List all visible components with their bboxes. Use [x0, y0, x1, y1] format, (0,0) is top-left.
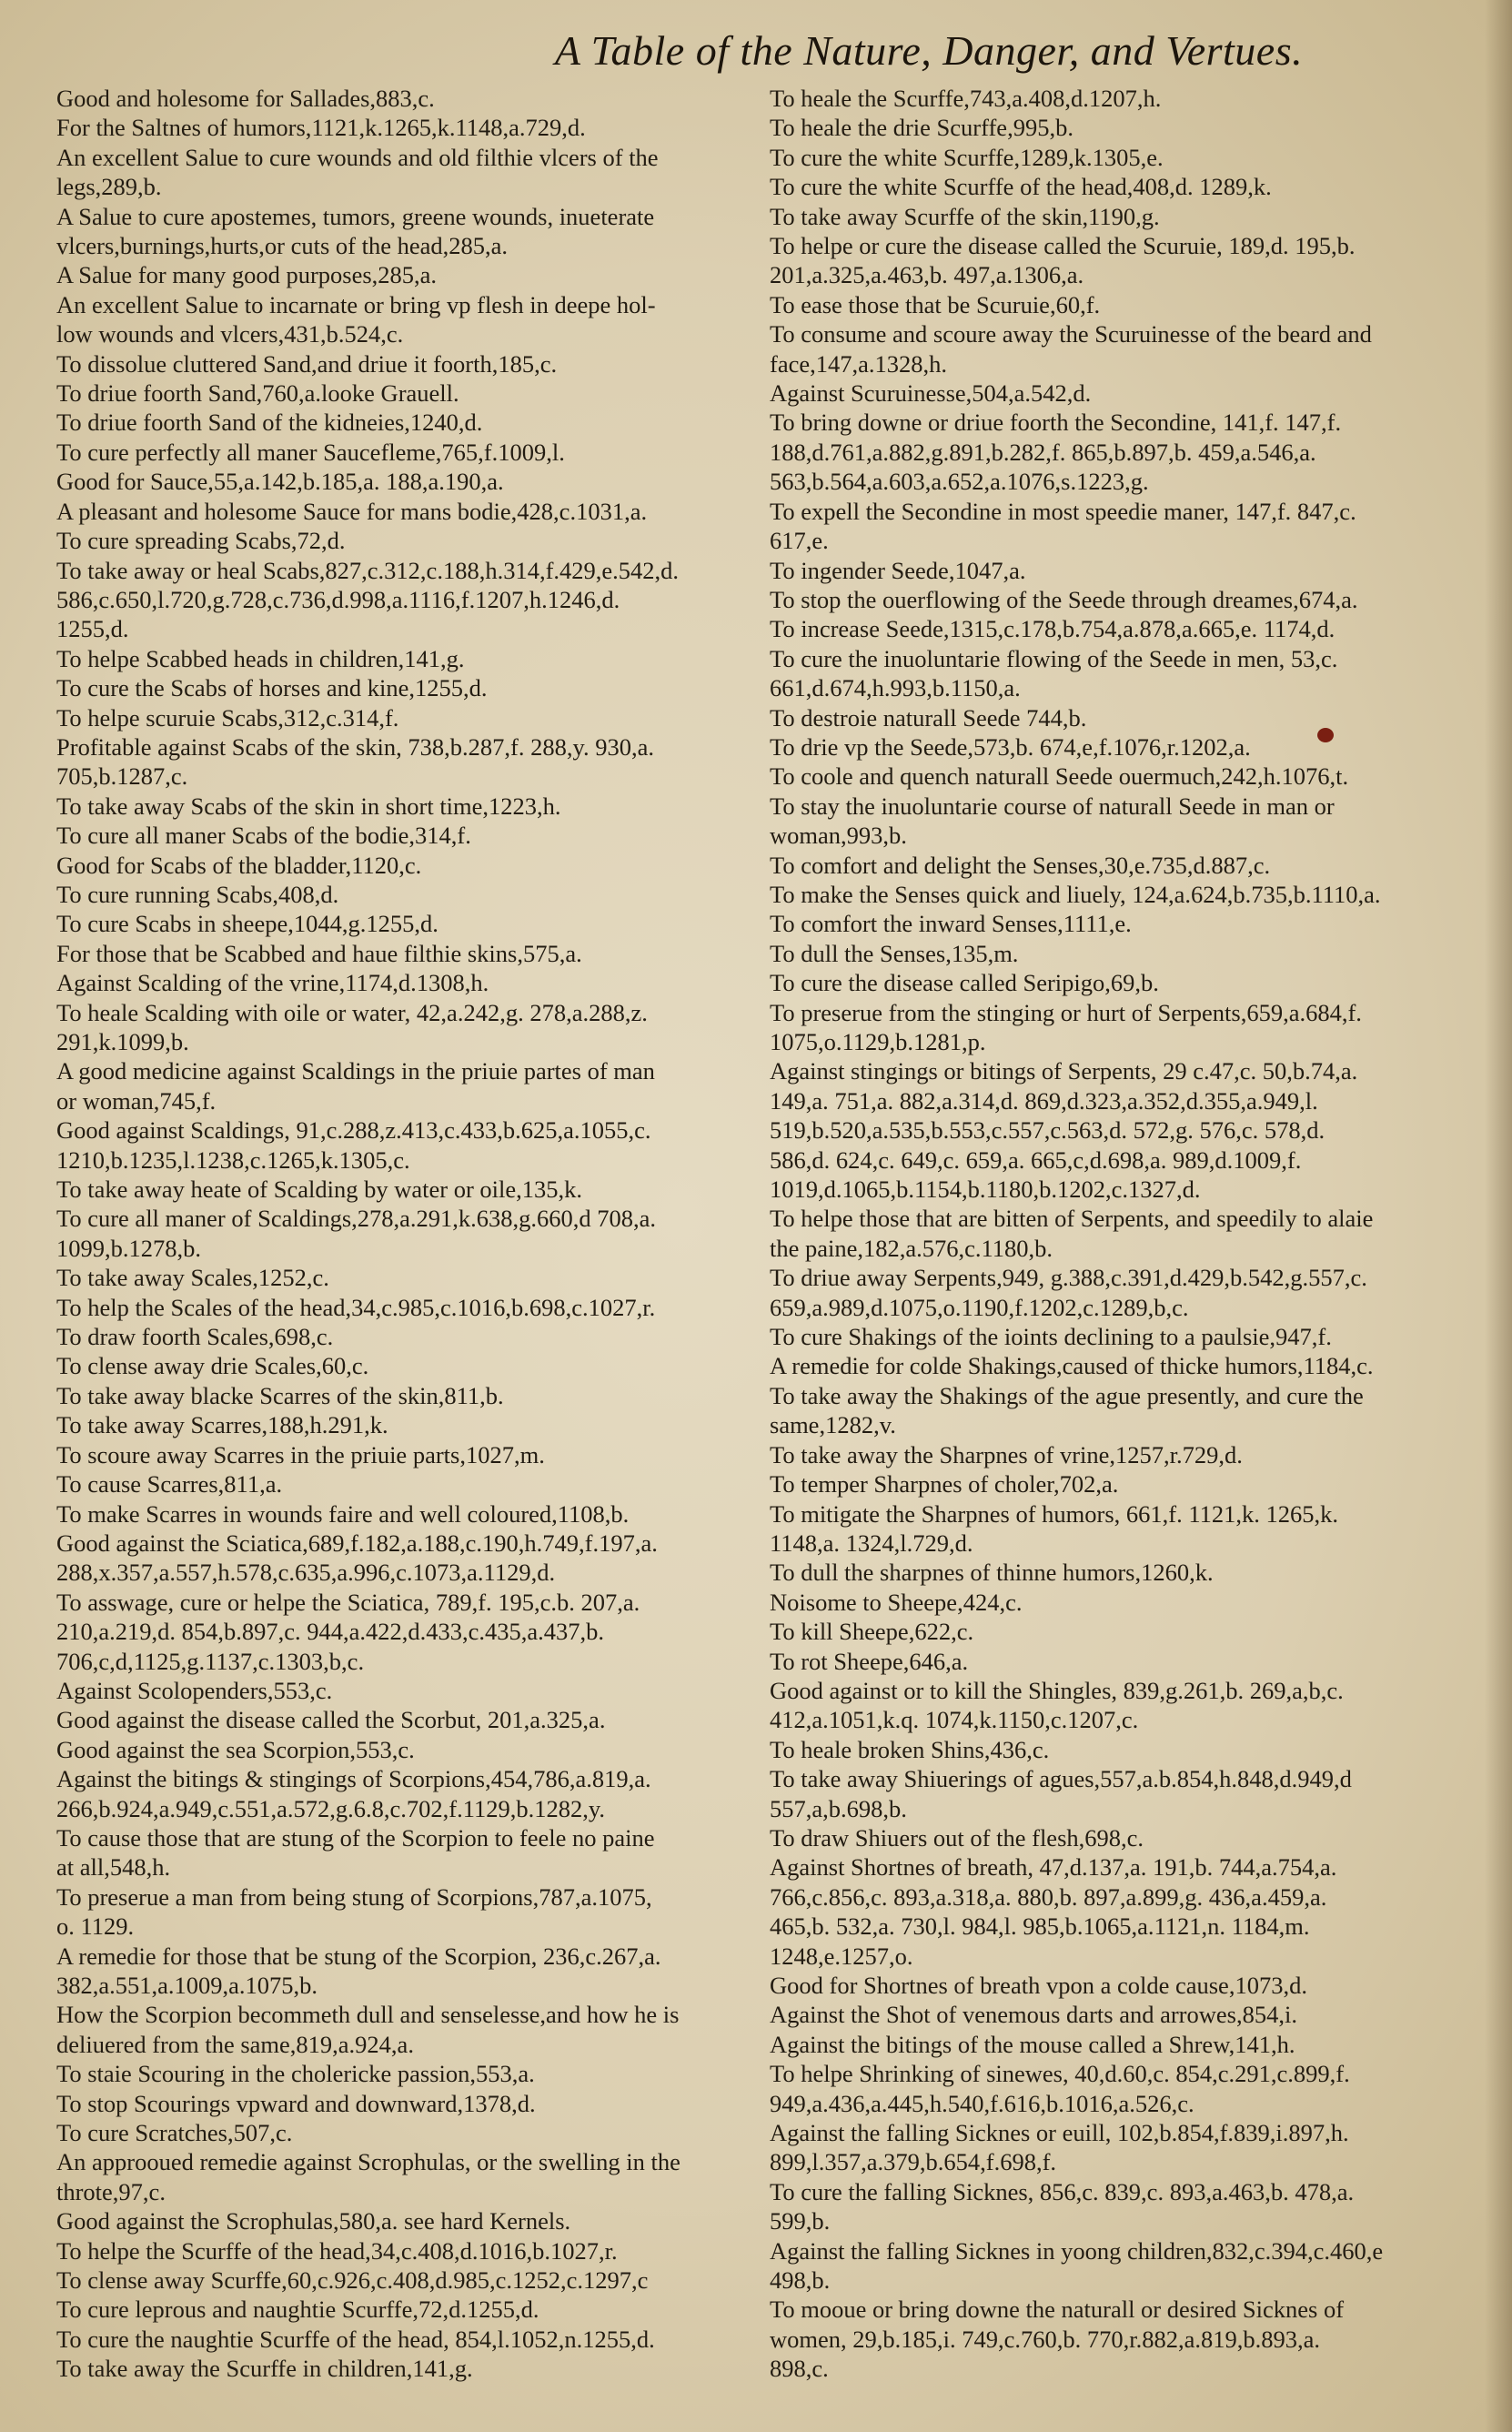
index-line: Against stingings or bitings of Serpents, 29 c.47,c. 50,b.74,a. — [770, 1057, 1358, 1085]
index-line: Against Scolopenders,553,c. — [56, 1676, 333, 1704]
index-line: To cure leprous and naughtie Scurffe,72,d.1255,d. — [56, 2296, 539, 2324]
index-line: 706,c,d,1125,g.1137,c.1303,b,c. — [56, 1647, 365, 1675]
index-line: 291,k.1099,b. — [56, 1028, 189, 1055]
index-line: A Salue to cure apostemes, tumors, greene wounds, inueterate — [56, 202, 655, 230]
page-gutter-shadow — [1485, 0, 1512, 2432]
index-line: To take away or heal Scabs,827,c.312,c.188,h.314,f.429,e.542,d. — [56, 556, 680, 584]
index-line: 898,c. — [770, 2355, 829, 2383]
index-line: To heale the Scurffe,743,a.408,d.1207,h. — [770, 85, 1162, 112]
index-line: To cure the disease called Seripigo,69,b. — [770, 969, 1159, 997]
index-line: women, 29,b.185,i. 749,c.760,b. 770,r.882,a.819,b.893,a. — [770, 2325, 1321, 2353]
index-line: To dull the Senses,135,m. — [770, 939, 1019, 967]
index-line: 766,c.856,c. 893,a.318,a. 880,b. 897,a.899,g. 436,a.459,a. — [770, 1882, 1327, 1911]
running-title: A Table of the Nature, Danger, and Vertues. — [554, 27, 1304, 74]
index-line: To comfort and delight the Senses,30,e.735,d.887,c. — [770, 851, 1271, 879]
index-line: To take away the Sharpnes of vrine,1257,r.729,d. — [770, 1440, 1243, 1468]
index-line: To make the Senses quick and liuely, 124,a.624,b.735,b.1110,a. — [770, 880, 1381, 908]
index-line: Good against the Sciatica,689,f.182,a.188,c.190,h.749,f.197,a. — [56, 1529, 658, 1557]
index-line: To draw Shiuers out of the flesh,698,c. — [770, 1823, 1144, 1852]
index-line: 586,c.650,l.720,g.728,c.736,d.998,a.1116,f.1207,h.1246,d. — [56, 585, 620, 613]
index-line: 705,b.1287,c. — [56, 762, 188, 791]
index-line: To coole and quench naturall Seede ouermuch,242,h.1076,t. — [770, 762, 1349, 791]
index-line: A remedie for colde Shakings,caused of thicke humors,1184,c. — [770, 1352, 1374, 1380]
index-line: To take away Shiuerings of agues,557,a.b.854,h.848,d.949,d — [770, 1765, 1352, 1793]
index-line: To helpe scuruie Scabs,312,c.314,f. — [56, 703, 399, 732]
index-line: An excellent Salue to incarnate or bring vp flesh in deepe hol- — [56, 290, 656, 318]
index-line: To mitigate the Sharpnes of humors, 661,f. 1121,k. 1265,k. — [770, 1499, 1338, 1528]
index-line: To helpe Shrinking of sinewes, 40,d.60,c. 854,c.291,c.899,f. — [770, 2060, 1350, 2088]
index-line: To take away Scurffe of the skin,1190,g. — [770, 202, 1160, 230]
index-line: To scoure away Scarres in the priuie parts,1027,m. — [56, 1440, 545, 1468]
index-line: Noisome to Sheepe,424,c. — [770, 1588, 1023, 1616]
index-line: 412,a.1051,k.q. 1074,k.1150,c.1207,c. — [770, 1706, 1139, 1734]
index-line: A remedie for those that be stung of the Scorpion, 236,c.267,a. — [56, 1942, 661, 1970]
index-line: To make Scarres in wounds faire and well coloured,1108,b. — [56, 1499, 630, 1528]
index-line: Against the bitings & stingings of Scorpions,454,786,a.819,a. — [56, 1765, 651, 1793]
index-line: 563,b.564,a.603,a.652,a.1076,s.1223,g. — [770, 468, 1149, 496]
index-line: 949,a.436,a.445,h.540,f.616,b.1016,a.526,c. — [770, 2089, 1194, 2117]
index-line: To consume and scoure away the Scuruinesse of the beard and — [770, 320, 1372, 348]
index-line: Against Scalding of the vrine,1174,d.1308,h. — [56, 969, 489, 997]
index-line: To heale the drie Scurffe,995,b. — [770, 114, 1074, 142]
index-line: To take away Scabs of the skin in short time,1223,h. — [56, 792, 561, 820]
index-line: same,1282,v. — [770, 1411, 896, 1439]
index-line: To mooue or bring downe the naturall or desired Sicknes of — [770, 2296, 1345, 2324]
index-line: Good for Scabs of the bladder,1120,c. — [56, 851, 422, 879]
index-line: 149,a. 751,a. 882,a.314,d. 869,d.323,a.352,d.355,a.949,l. — [770, 1086, 1318, 1115]
index-line: To cure the white Scurffe of the head,408,d. 1289,k. — [770, 173, 1272, 201]
index-line: Good against the sea Scorpion,553,c. — [56, 1735, 415, 1763]
right-column — [770, 84, 1488, 2384]
index-line: To stop the ouerflowing of the Seede through dreames,674,a. — [770, 585, 1358, 613]
index-line: To take away heate of Scalding by water or oile,135,k. — [56, 1176, 583, 1204]
index-line: To expell the Secondine in most speedie maner, 147,f. 847,c. — [770, 497, 1356, 525]
index-line: Good for Sauce,55,a.142,b.185,a. 188,a.190,a. — [56, 468, 504, 496]
index-line: A pleasant and holesome Sauce for mans bodie,428,c.1031,a. — [56, 497, 648, 525]
index-line: 557,a,b.698,b. — [770, 1794, 907, 1822]
index-line: To clense away drie Scales,60,c. — [56, 1352, 369, 1380]
index-line: 661,d.674,h.993,b.1150,a. — [770, 674, 1021, 702]
index-line: 210,a.219,d. 854,b.897,c. 944,a.422,d.433,c.435,a.437,b. — [56, 1618, 605, 1646]
index-line: To cure the white Scurffe,1289,k.1305,e. — [770, 143, 1164, 171]
index-line: legs,289,b. — [56, 173, 162, 201]
index-line: To cause Scarres,811,a. — [56, 1470, 283, 1499]
index-line: To dissolue cluttered Sand,and driue it foorth,185,c. — [56, 349, 558, 378]
index-line: 266,b.924,a.949,c.551,a.572,g.6.8,c.702,f.1129,b.1282,y. — [56, 1794, 606, 1822]
index-line: To preserue from the stinging or hurt of Serpents,659,a.684,f. — [770, 998, 1362, 1026]
index-line: Against the Shot of venemous darts and arrowes,854,i. — [770, 2001, 1297, 2029]
index-line: 498,b. — [770, 2266, 831, 2295]
index-line: 1019,d.1065,b.1154,b.1180,b.1202,c.1327,d. — [770, 1176, 1201, 1204]
index-line: To ingender Seede,1047,a. — [770, 556, 1026, 584]
index-line: A good medicine against Scaldings in the priuie partes of man — [56, 1057, 655, 1085]
index-line: To cure the inuoluntarie flowing of the Seede in men, 53,c. — [770, 644, 1338, 672]
index-line: Good against or to kill the Shingles, 839,g.261,b. 269,a,b,c. — [770, 1676, 1344, 1704]
index-line: vlcers,burnings,hurts,or cuts of the head,285,a. — [56, 232, 509, 260]
index-line: o. 1129. — [56, 1912, 135, 1941]
index-line: To stay the inuoluntarie course of naturall Seede in man or — [770, 792, 1335, 820]
index-line: To take away blacke Scarres of the skin,811,b. — [56, 1381, 504, 1409]
index-line: To ease those that be Scuruie,60,f. — [770, 290, 1101, 318]
index-line: For those that be Scabbed and haue filthie skins,575,a. — [56, 939, 582, 967]
index-line: To stop Scourings vpward and downward,1378,d. — [56, 2089, 536, 2117]
index-line: To bring downe or driue foorth the Secondine, 141,f. 147,f. — [770, 409, 1342, 437]
index-line: To helpe those that are bitten of Serpents, and speedily to alaie — [770, 1205, 1374, 1233]
index-line: To take away the Shakings of the ague presently, and cure the — [770, 1381, 1364, 1409]
index-line: To heale broken Shins,436,c. — [770, 1735, 1050, 1763]
index-line: To destroie naturall Seede 744,b. — [770, 703, 1087, 732]
index-line: Good against Scaldings, 91,c.288,z.413,c.433,b.625,a.1055,c. — [56, 1116, 651, 1145]
index-line: Good against the disease called the Scorbut, 201,a.325,a. — [56, 1706, 606, 1734]
index-line: To take away Scarres,188,h.291,k. — [56, 1411, 388, 1439]
index-line: To preserue a man from being stung of Scorpions,787,a.1075, — [56, 1882, 652, 1911]
index-line: To cure spreading Scabs,72,d. — [56, 527, 346, 555]
index-line: 1210,b.1235,l.1238,c.1265,k.1305,c. — [56, 1145, 410, 1174]
index-line: Against the bitings of the mouse called a Shrew,141,h. — [770, 2030, 1295, 2058]
index-line: 288,x.357,a.557,h.578,c.635,a.996,c.1073,a.1129,d. — [56, 1559, 556, 1587]
index-line: To take away the Scurffe in children,141,g. — [56, 2355, 473, 2383]
index-line: 1248,e.1257,o. — [770, 1942, 913, 1970]
index-line: 1075,o.1129,b.1281,p. — [770, 1028, 986, 1055]
index-line: 617,e. — [770, 527, 829, 555]
index-line: To asswage, cure or helpe the Sciatica, 789,f. 195,c.b. 207,a. — [56, 1588, 640, 1616]
index-line: 659,a.989,d.1075,o.1190,f.1202,c.1289,b,c. — [770, 1293, 1189, 1321]
index-line: 519,b.520,a.535,b.553,c.557,c.563,d. 572,g. 576,c. 578,d. — [770, 1116, 1326, 1145]
index-line: Good and holesome for Sallades,883,c. — [56, 85, 435, 112]
index-line: To cure running Scabs,408,d. — [56, 880, 339, 908]
index-line: or woman,745,f. — [56, 1086, 217, 1115]
index-line: Against Scuruinesse,504,a.542,d. — [770, 379, 1092, 408]
index-line: Profitable against Scabs of the skin, 738,b.287,f. 288,y. 930,a. — [56, 732, 655, 761]
index-line: 586,d. 624,c. 649,c. 659,a. 665,c,d.698,a. 989,d.1009,f. — [770, 1145, 1302, 1174]
index-line: To cure Shakings of the ioints declining to a paulsie,947,f. — [770, 1323, 1332, 1351]
index-line: To cure Scratches,507,c. — [56, 2119, 293, 2147]
index-line: 1255,d. — [56, 615, 129, 643]
index-line: To increase Seede,1315,c.178,b.754,a.878,a.665,e. 1174,d. — [770, 615, 1336, 643]
index-line: 201,a.325,a.463,b. 497,a.1306,a. — [770, 261, 1084, 289]
index-line: throte,97,c. — [56, 2177, 166, 2205]
index-line: To take away Scales,1252,c. — [56, 1264, 329, 1292]
index-line: Against Shortnes of breath, 47,d.137,a. 191,b. 744,a.754,a. — [770, 1853, 1337, 1882]
index-line: at all,548,h. — [56, 1853, 171, 1882]
index-line: To cure the Scabs of horses and kine,1255,d. — [56, 674, 488, 702]
index-line: Good for Shortnes of breath vpon a colde cause,1073,d. — [770, 1972, 1307, 1999]
index-line: To cure all maner Scabs of the bodie,314,f. — [56, 822, 471, 850]
index-line: 382,a.551,a.1009,a.1075,b. — [56, 1972, 318, 1999]
index-line: To cure all maner of Scaldings,278,a.291,k.638,g.660,d 708,a. — [56, 1205, 657, 1233]
index-line: To clense away Scurffe,60,c.926,c.408,d.985,c.1252,c.1297,c — [56, 2266, 649, 2295]
index-line: A Salue for many good purposes,285,a. — [56, 261, 438, 289]
index-line: low wounds and vlcers,431,b.524,c. — [56, 320, 404, 348]
index-line: 599,b. — [770, 2207, 831, 2235]
index-line: To cure the falling Sicknes, 856,c. 839,c. 893,a.463,b. 478,a. — [770, 2177, 1355, 2205]
index-line: An approoued remedie against Scrophulas, or the swelling in the — [56, 2148, 680, 2176]
index-line: To cause those that are stung of the Scorpion to feele no paine — [56, 1823, 655, 1852]
index-line: To dull the sharpnes of thinne humors,1260,k. — [770, 1559, 1214, 1587]
index-line: 1148,a. 1324,l.729,d. — [770, 1529, 973, 1557]
index-line: To cure the naughtie Scurffe of the head, 854,l.1052,n.1255,d. — [56, 2325, 655, 2353]
index-line: To comfort the inward Senses,1111,e. — [770, 910, 1132, 938]
index-line: An excellent Salue to cure wounds and old filthie vlcers of the — [56, 143, 659, 171]
index-line: To draw foorth Scales,698,c. — [56, 1323, 334, 1351]
index-line: 465,b. 532,a. 730,l. 984,l. 985,b.1065,a.1121,n. 1184,m. — [770, 1912, 1310, 1941]
index-line: To temper Sharpnes of choler,702,a. — [770, 1470, 1119, 1499]
index-line: the paine,182,a.576,c.1180,b. — [770, 1234, 1053, 1262]
index-line: To driue foorth Sand,760,a.looke Grauell. — [56, 379, 459, 408]
index-line: To help the Scales of the head,34,c.985,c.1016,b.698,c.1027,r. — [56, 1293, 656, 1321]
index-line: To driue foorth Sand of the kidneies,1240,d. — [56, 409, 483, 437]
left-column — [56, 84, 757, 2384]
index-line: Against the falling Sicknes in yoong children,832,c.394,c.460,e — [770, 2236, 1384, 2265]
index-line: Good against the Scrophulas,580,a. see hard Kernels. — [56, 2207, 571, 2235]
index-line: To rot Sheepe,646,a. — [770, 1647, 969, 1675]
index-line: To helpe Scabbed heads in children,141,g. — [56, 644, 465, 672]
index-line: To kill Sheepe,622,c. — [770, 1618, 974, 1646]
index-line: To cure Scabs in sheepe,1044,g.1255,d. — [56, 910, 438, 938]
index-line: deliuered from the same,819,a.924,a. — [56, 2030, 414, 2058]
index-line: To helpe or cure the disease called the Scuruie, 189,d. 195,b. — [770, 232, 1356, 260]
index-line: 1099,b.1278,b. — [56, 1234, 201, 1262]
index-line: To drie vp the Seede,573,b. 674,e,f.1076,r.1202,a. — [770, 732, 1251, 761]
index-line: For the Saltnes of humors,1121,k.1265,k.1148,a.729,d. — [56, 114, 586, 142]
index-line: To staie Scouring in the cholericke passion,553,a. — [56, 2060, 535, 2088]
index-line: To cure perfectly all maner Saucefleme,765,f.1009,l. — [56, 438, 565, 466]
index-line: Against the falling Sicknes or euill, 102,b.854,f.839,i.897,h. — [770, 2119, 1349, 2147]
index-line: 899,l.357,a.379,b.654,f.698,f. — [770, 2148, 1057, 2176]
index-line: To heale Scalding with oile or water, 42,a.242,g. 278,a.288,z. — [56, 998, 648, 1026]
index-line: How the Scorpion becommeth dull and senselesse,and how he is — [56, 2001, 680, 2029]
index-line: To driue away Serpents,949, g.388,c.391,d.429,b.542,g.557,c. — [770, 1264, 1367, 1292]
index-line: To helpe the Scurffe of the head,34,c.408,d.1016,b.1027,r. — [56, 2236, 618, 2265]
index-line: face,147,a.1328,h. — [770, 349, 947, 378]
index-line: 188,d.761,a.882,g.891,b.282,f. 865,b.897,b. 459,a.546,a. — [770, 438, 1316, 466]
ink-stain — [1317, 728, 1334, 742]
index-line: woman,993,b. — [770, 822, 907, 850]
